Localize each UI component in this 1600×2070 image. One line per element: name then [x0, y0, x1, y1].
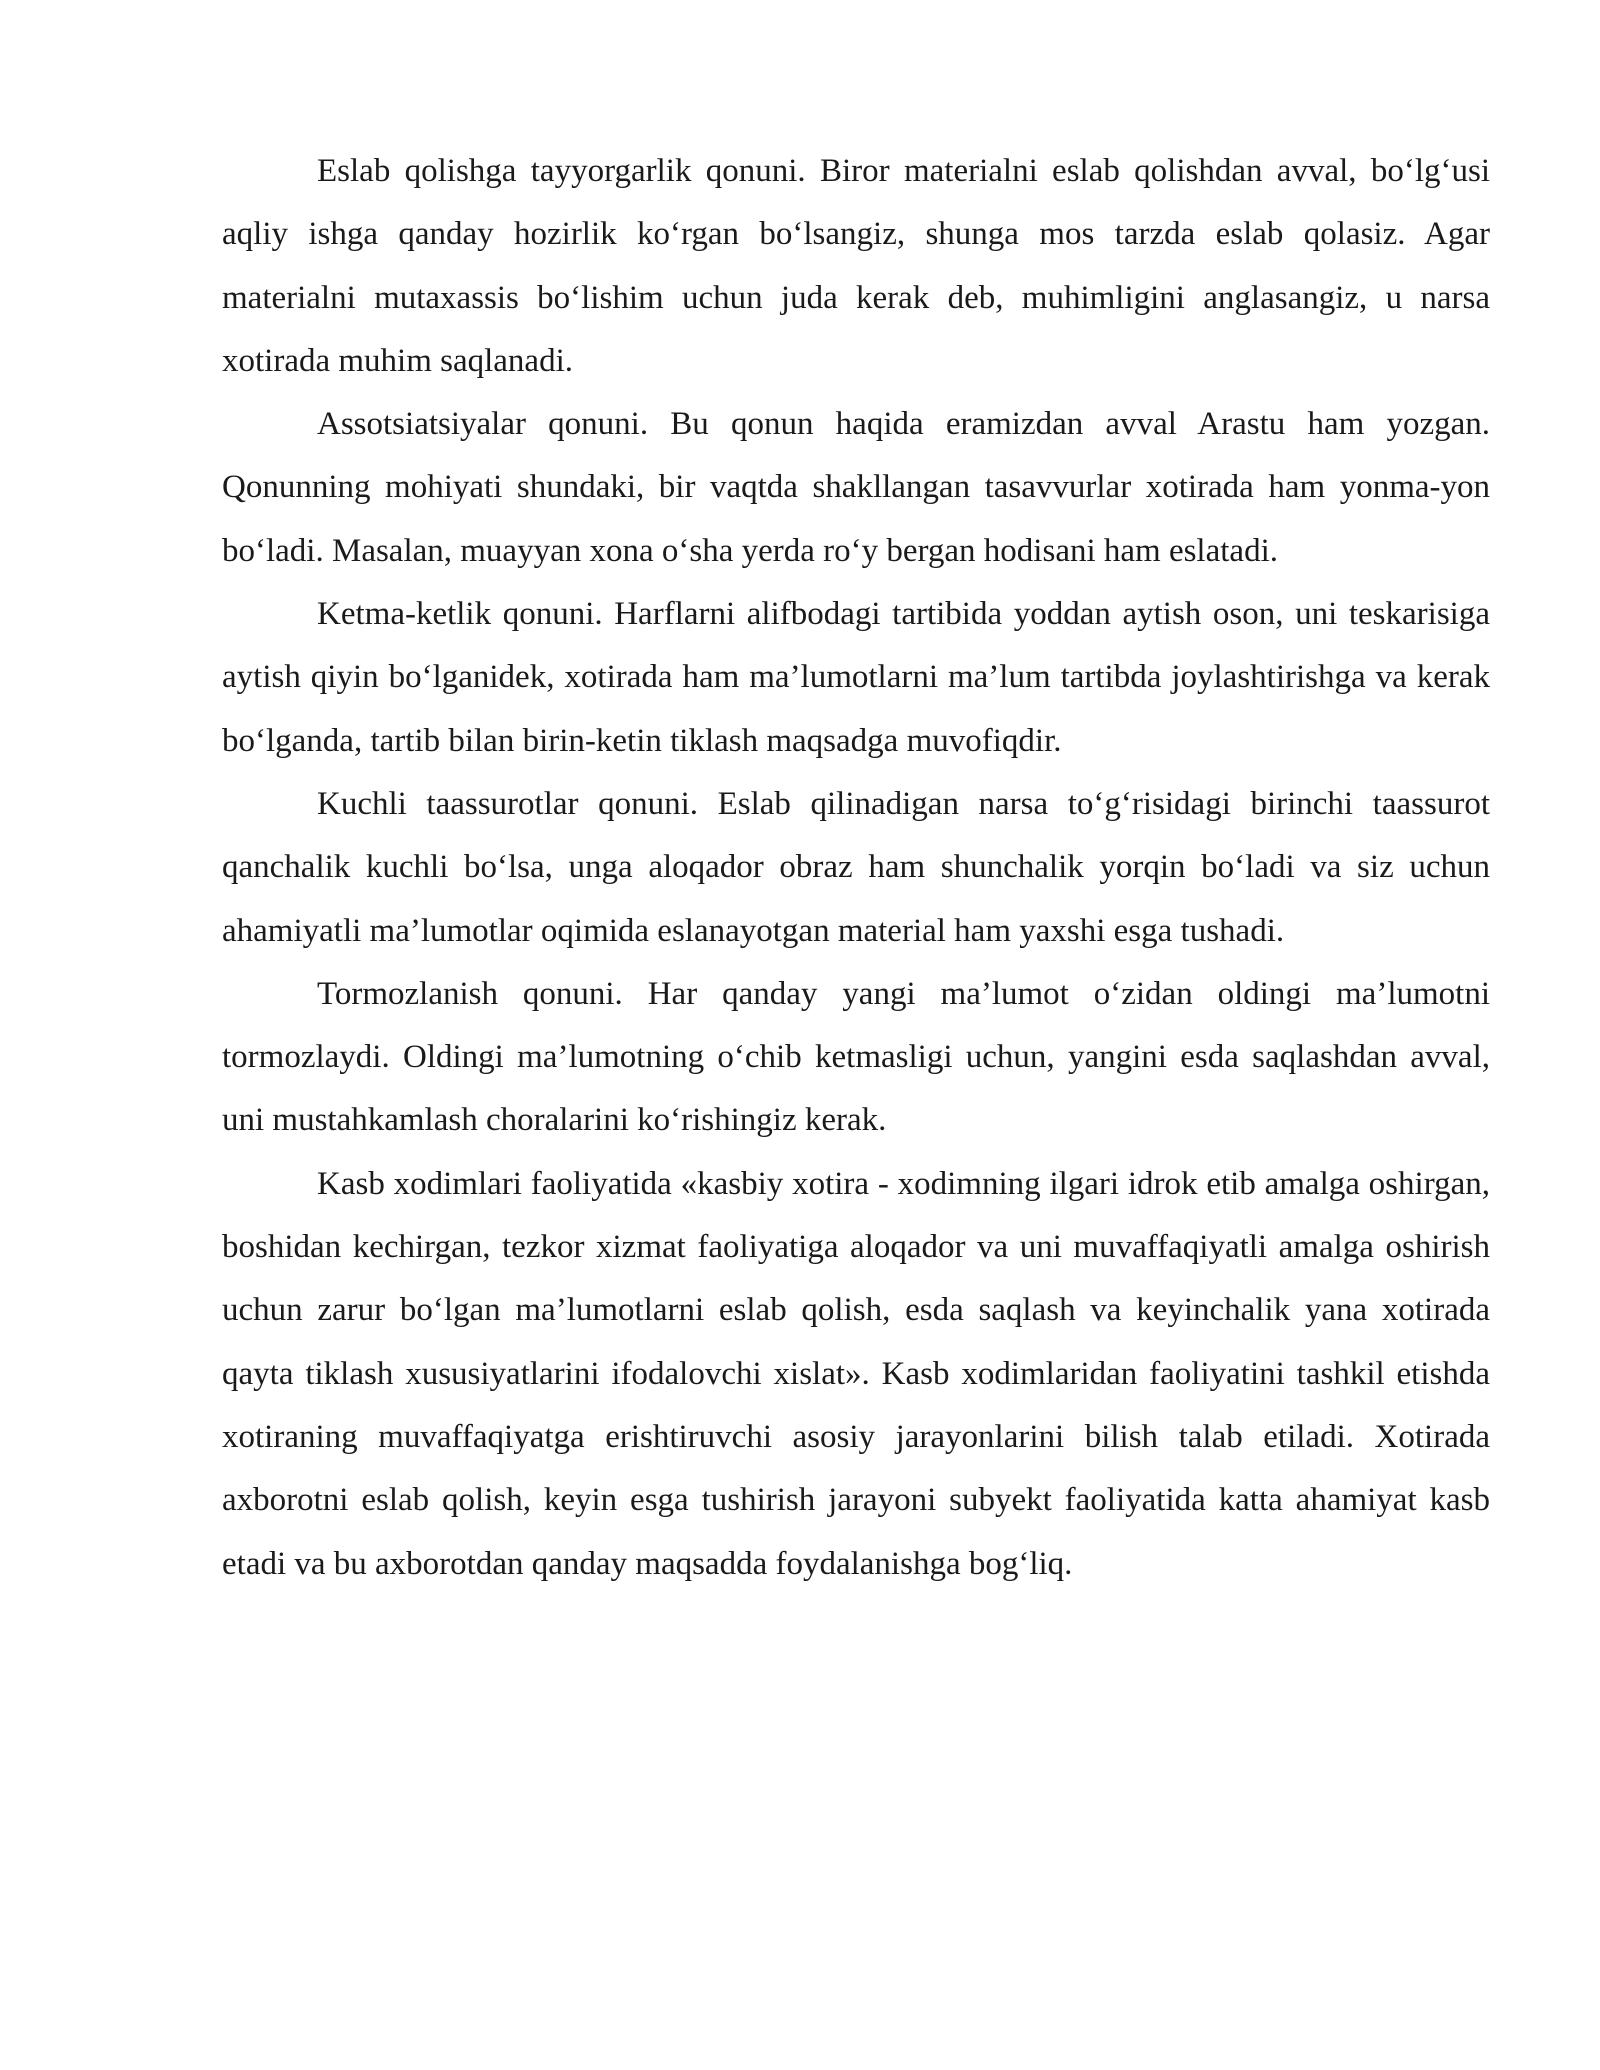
paragraph-association-law: Assotsiatsiyalar qonuni. Bu qonun haqida eramizdan avval Arastu ham yozgan. Qonunning mohiyati shundaki, bir vaqtda shakllangan tasavvurlar xotirada ham yonma-yon bo‘ladi. Masalan, muayyan xona o‘sha yerda ro‘y bergan hodisani ham eslatadi. [222, 406, 1490, 569]
paragraph-sequence-law: Ketma-ketlik qonuni. Harflarni alifbodagi tartibida yoddan aytish oson, uni teskarisiga aytish qiyin bo‘lganidek, xotirada ham ma’lumotlarni ma’lum tartibda joylashtirishga va kerak bo‘lganda, tartib bilan birin-ketin tiklash maqsadga muvofiqdir. [222, 596, 1490, 759]
paragraph-professional-memory: Kasb xodimlari faoliyatida «kasbiy xotira - xodimning ilgari idrok etib amalga oshirgan, boshidan kechirgan, tezkor xizmat faoliyatiga aloqador va uni muvaffaqiyatli amalga oshirish uchun zarur bo‘lgan ma’lumotlarni eslab qolish, esda saqlash va keyinchalik yana xotirada qayta tiklash xususiyatlarini ifodalovchi xislat». Kasb xodimlaridan faoliyatini tashkil etishda xotiraning muvaffaqiyatga erishtiruvchi asosiy jarayonlarini bilish talab etiladi. Xotirada axborotni eslab qolish, keyin esga tushirish jarayoni subyekt faoliyatida katta ahamiyat kasb etadi va bu axborotdan qanday maqsadda foydalanishga bog‘liq. [222, 1165, 1490, 1582]
document-page [222, 140, 1490, 1596]
paragraph-strong-impressions-law: Kuchli taassurotlar qonuni. Eslab qilinadigan narsa to‘g‘risidagi birinchi taassurot qanchalik kuchli bo‘lsa, unga aloqador obraz ham shunchalik yorqin bo‘ladi va siz uchun ahamiyatli ma’lumotlar oqimida eslanayotgan material ham yaxshi esga tushadi. [222, 785, 1490, 949]
paragraph-preparation-law: Eslab qolishga tayyorgarlik qonuni. Biror materialni eslab qolishdan avval, bo‘lg‘usi aqliy ishga qanday hozirlik ko‘rgan bo‘lsangiz, shunga mos tarzda eslab qolasiz. Agar materialni mutaxassis bo‘lishim uchun juda kerak deb, muhimligini anglasangiz, u narsa xotirada muhim saqlanadi. [222, 153, 1490, 379]
paragraph-inhibition-law: Tormozlanish qonuni. Har qanday yangi ma’lumot o‘zidan oldingi ma’lumotni tormozlaydi. Oldingi ma’lumotning o‘chib ketmasligi uchun, yangini esda saqlashdan avval, uni mustahkamlash choralarini ko‘rishingiz kerak. [222, 975, 1490, 1139]
